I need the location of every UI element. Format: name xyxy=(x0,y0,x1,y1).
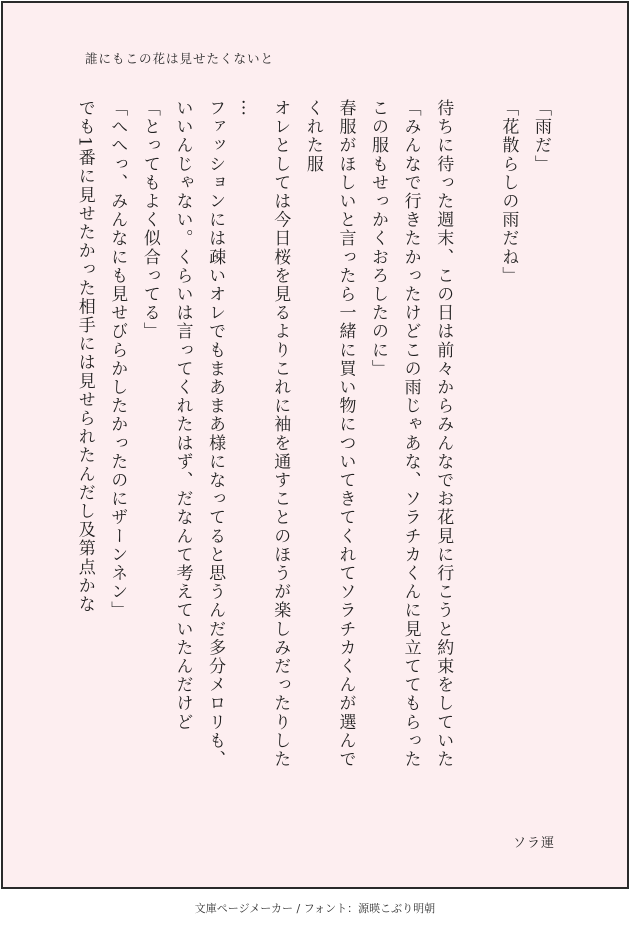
story-line: でも1番に見せたかった相手には見せられたんだし及第点かな xyxy=(74,99,95,614)
story-line: ファッションには疎いオレでもまあまあ様になってると思うんだ多分メロリも、 xyxy=(205,99,226,769)
story-line: オレとしては今日桜を見るよりこれに袖を通すことのほうが楽しみだったりした xyxy=(270,99,291,769)
blank-line xyxy=(459,99,492,659)
story-line: 「へへっ、みんなにも見せびらかしたかったのにザーンネン」 xyxy=(107,99,128,620)
story-body xyxy=(68,99,557,769)
footer-credit: 文庫ページメーカー / フォント：源暎こぶり明朝 xyxy=(194,902,436,915)
story-line: 「雨だ」 xyxy=(531,99,551,174)
story-line: … xyxy=(237,99,258,118)
story-title: 誰にもこの花は見せたくないと xyxy=(85,51,275,66)
story-line: 春服がほしいと言ったら一緒に買い物についてきてくれてソラチカくんが選んで xyxy=(335,99,356,769)
author-name: ソラ運 xyxy=(513,836,556,851)
story-line: 「とってもよく似合ってる」 xyxy=(139,99,160,341)
page-card xyxy=(1,1,629,889)
story-line: この服もせっかくおろしたのに」 xyxy=(368,99,389,378)
story-line: くれた服 xyxy=(302,99,323,174)
story-line: いいんじゃない。くらいは言ってくれたはず、だなんて考えていたんだけど xyxy=(172,99,193,732)
story-line: 「みんなで行きたかったけどこの雨じゃあな、ソラチカくんに見立ててもらった xyxy=(400,99,421,769)
story-line: 「花散らしの雨だね」 xyxy=(498,99,519,285)
story-line: 待ちに待った週末、この日は前々からみんなでお花見に行こうと約束をしていた xyxy=(433,99,454,769)
